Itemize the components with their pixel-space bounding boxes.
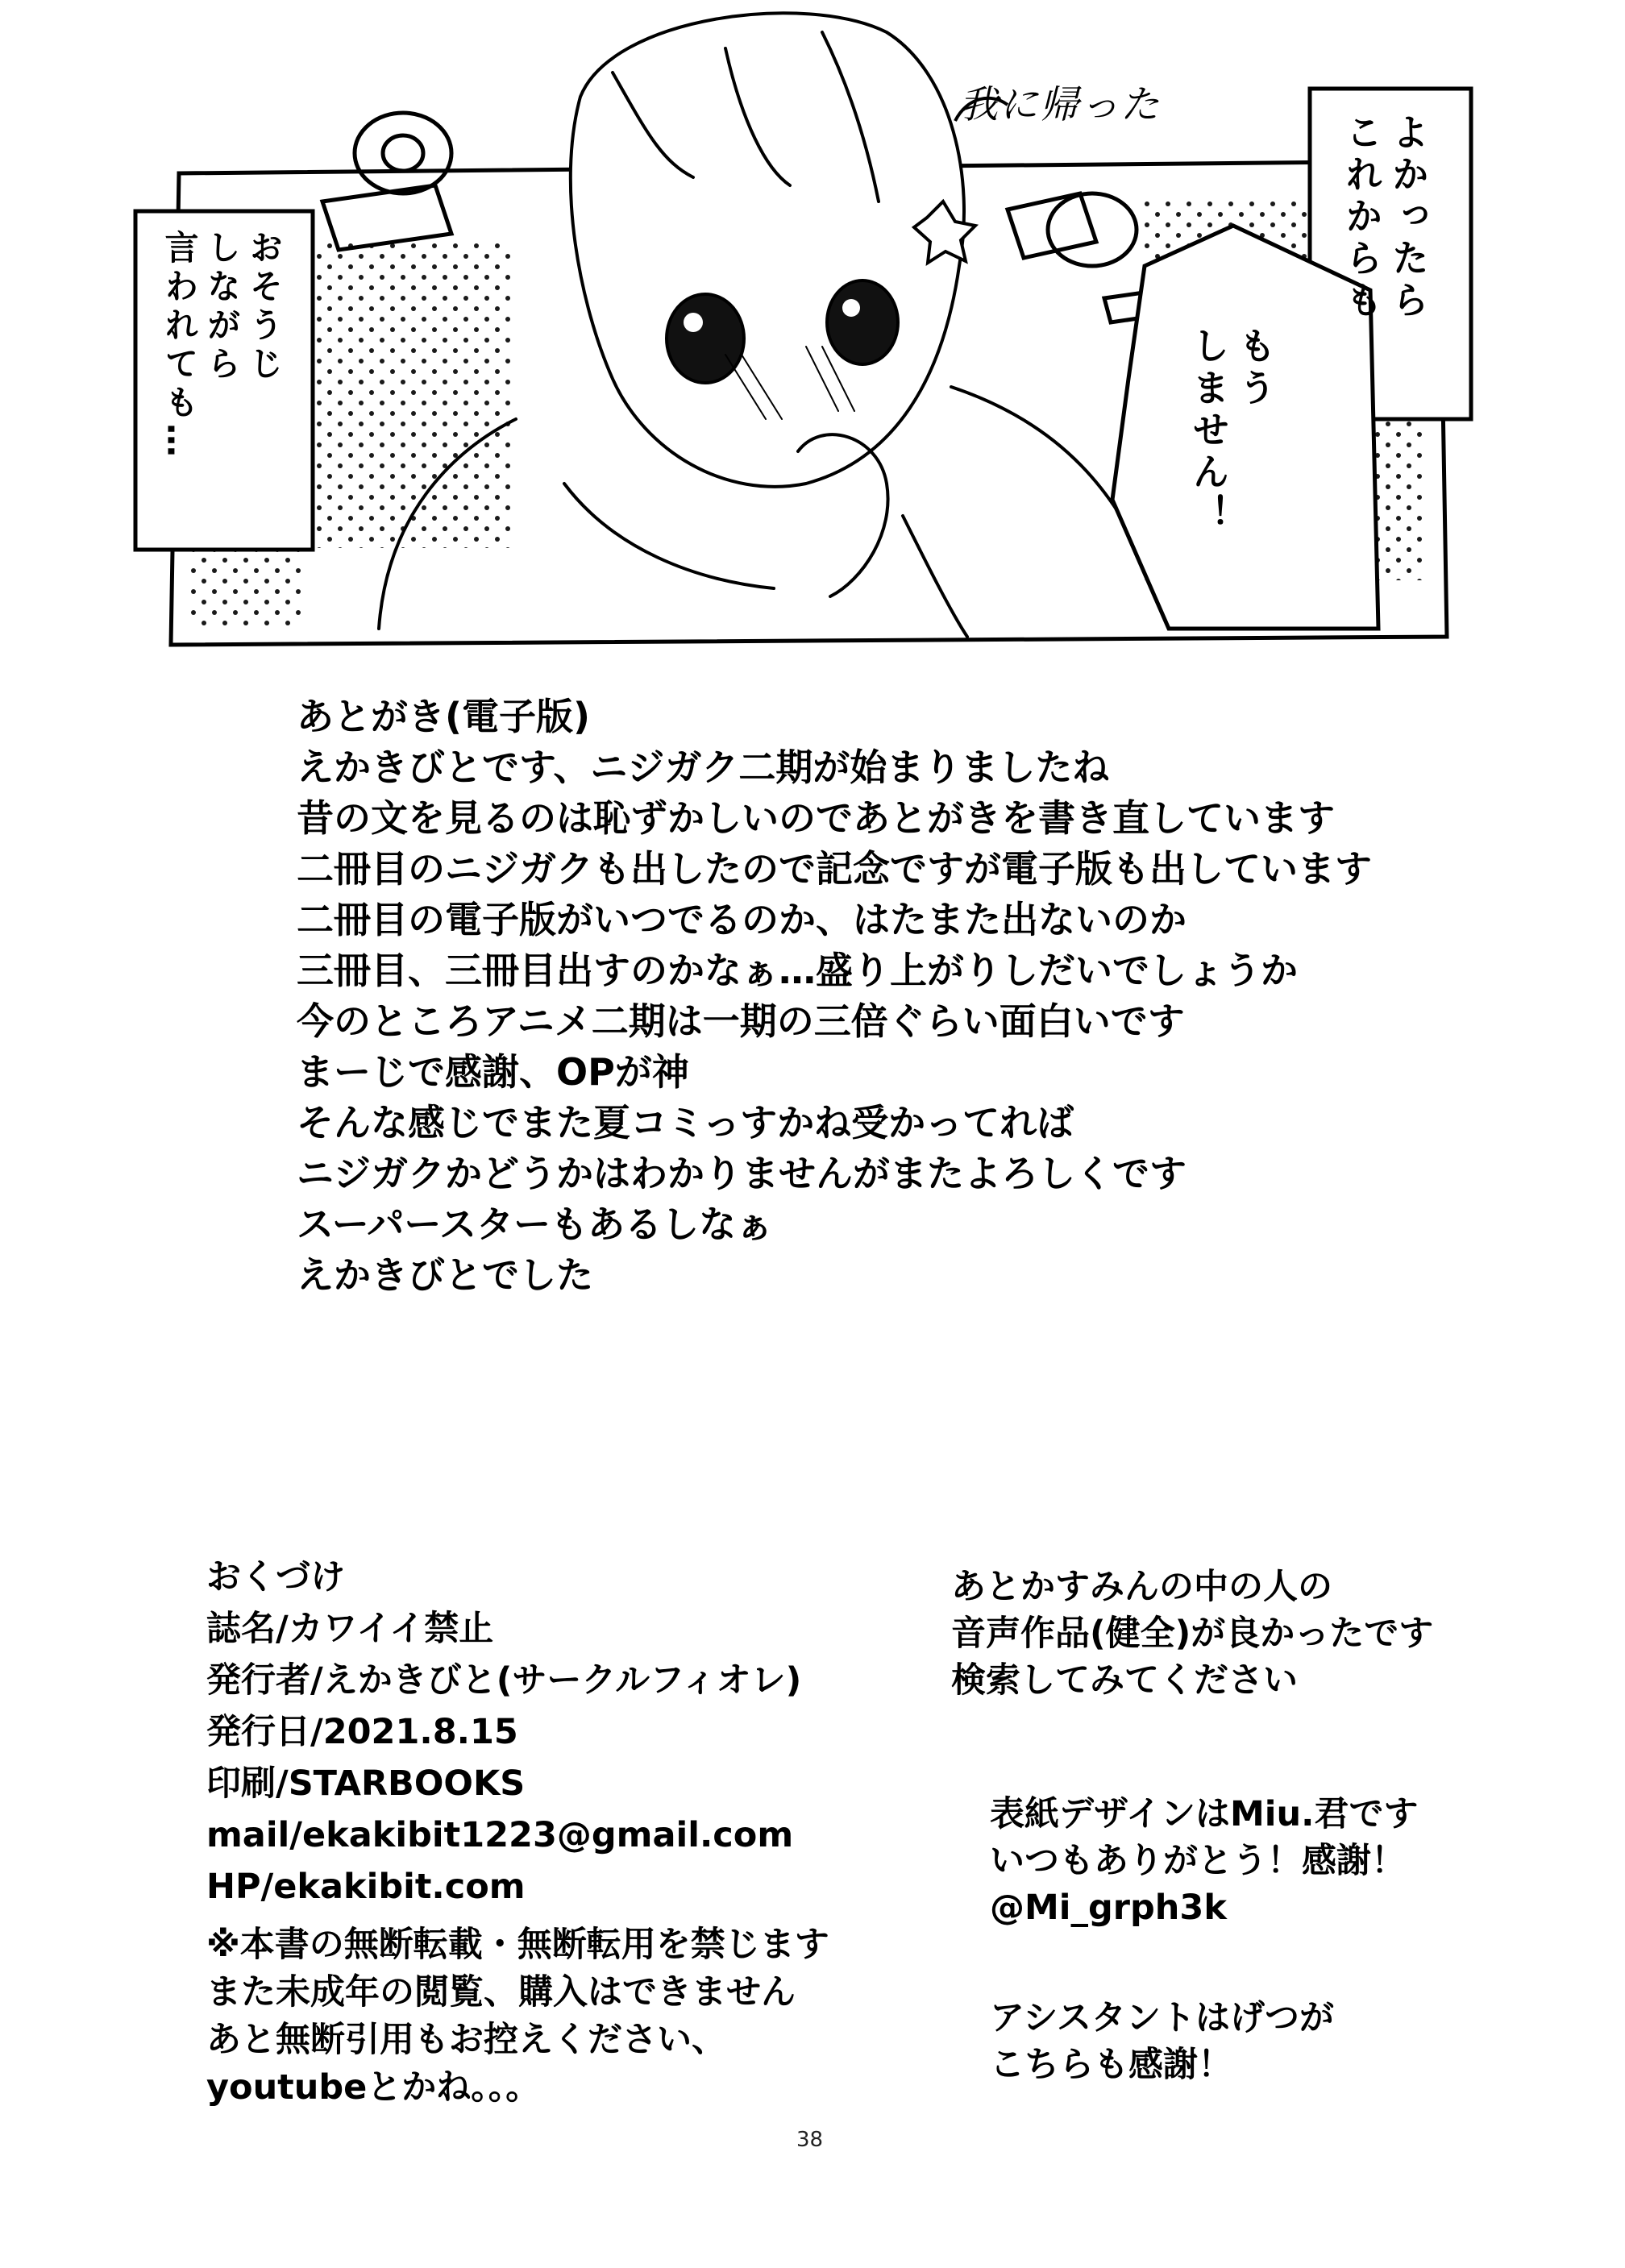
promo-note <box>951 1564 1433 1704</box>
colophon-publisher: 発行者/えかきびと(サークルフィオレ) <box>206 1660 802 1701</box>
afterword-line: 今のところアニメ二期は一期の三倍ぐらい面白いです <box>297 999 1185 1043</box>
speech-bubble-right-top-text <box>1338 113 1431 403</box>
afterword-line: そんな感じでまた夏コミっすかね受かってれば <box>297 1101 1074 1144</box>
speech-bubble-right-text <box>1185 326 1278 568</box>
bubble-right-line-1: もう <box>1233 326 1277 410</box>
notice-line: youtubeとかね。。。 <box>206 2067 541 2108</box>
afterword-line: 昔の文を見るのは恥ずかしいのであとがきを書き直しています <box>297 796 1335 840</box>
notice-line: あと無断引用もお控えください、 <box>206 2020 726 2060</box>
colophon-heading: おくづけ <box>206 1557 345 1597</box>
afterword-line: 二冊目の電子版がいつでるのか、はたまた出ないのか <box>297 898 1187 941</box>
bubble-right-line-2: しません！ <box>1187 326 1231 536</box>
credits-handle: @Mi_grph3k <box>990 1888 1227 1928</box>
promo-line: 検索してみてください <box>951 1660 1298 1701</box>
colophon-printer: 印刷/STARBOOKS <box>206 1763 526 1804</box>
notice-line: また未成年の閲覧、購入はできません <box>206 1972 796 2013</box>
afterword-line: ニジガクかどうかはわかりませんがまたよろしくです <box>297 1152 1187 1195</box>
bubble-right-top-line-2: これからも <box>1340 113 1384 322</box>
sfx-text: 我に帰った <box>959 82 1162 127</box>
afterword-line: まーじで感謝、OPが神 <box>297 1050 689 1094</box>
page-number: 38 <box>796 2128 824 2152</box>
afterword-line: スーパースターもあるしなぁ <box>297 1203 774 1246</box>
colophon-title: 誌名/カワイイ禁止 <box>206 1609 494 1649</box>
afterword-title: あとがき(電子版) <box>297 695 591 738</box>
cover-design-credits <box>990 1791 1418 1931</box>
afterword-line: 三冊目、三冊目出すのかなぁ…盛り上がりしだいでしょうか <box>297 949 1298 992</box>
promo-line: あとかすみんの中の人の <box>951 1567 1332 1607</box>
bubble-left-line-2: しながら <box>202 230 242 384</box>
notice-line: ※本書の無断転載・無断転用を禁じます <box>206 1925 829 1965</box>
afterword-line: 二冊目のニジガクも出したので記念ですが電子版も出しています <box>297 847 1372 891</box>
afterword <box>297 692 1372 1301</box>
copyright-notice <box>206 1921 829 2112</box>
colophon <box>206 1551 801 1913</box>
afterword-line: えかきびとです、ニジガク二期が始まりましたね <box>297 746 1110 789</box>
colophon-date: 発行日/2021.8.15 <box>206 1712 518 1752</box>
assistant-credits <box>990 1995 1334 2088</box>
assistant-line: こちらも感謝！ <box>990 2045 1232 2085</box>
bubble-right-top-line-1: よかったら <box>1386 113 1430 322</box>
speech-bubble-left-text <box>158 230 285 536</box>
promo-line: 音声作品(健全)が良かったです <box>951 1614 1434 1654</box>
assistant-line: アシスタントはげつが <box>990 1998 1334 2038</box>
credits-line: いつもありがとう！感謝！ <box>990 1841 1406 1881</box>
bubble-left-line-3: 言われても… <box>160 230 200 462</box>
screentone-left <box>306 242 516 548</box>
credits-line: 表紙デザインはMiu.君です <box>990 1794 1419 1834</box>
colophon-homepage: HP/ekakibit.com <box>206 1867 526 1907</box>
colophon-mail: mail/ekakibit1223@gmail.com <box>206 1815 794 1855</box>
afterword-line: えかきびとでした <box>297 1253 593 1297</box>
bubble-left-line-1: おそうじ <box>244 230 285 384</box>
